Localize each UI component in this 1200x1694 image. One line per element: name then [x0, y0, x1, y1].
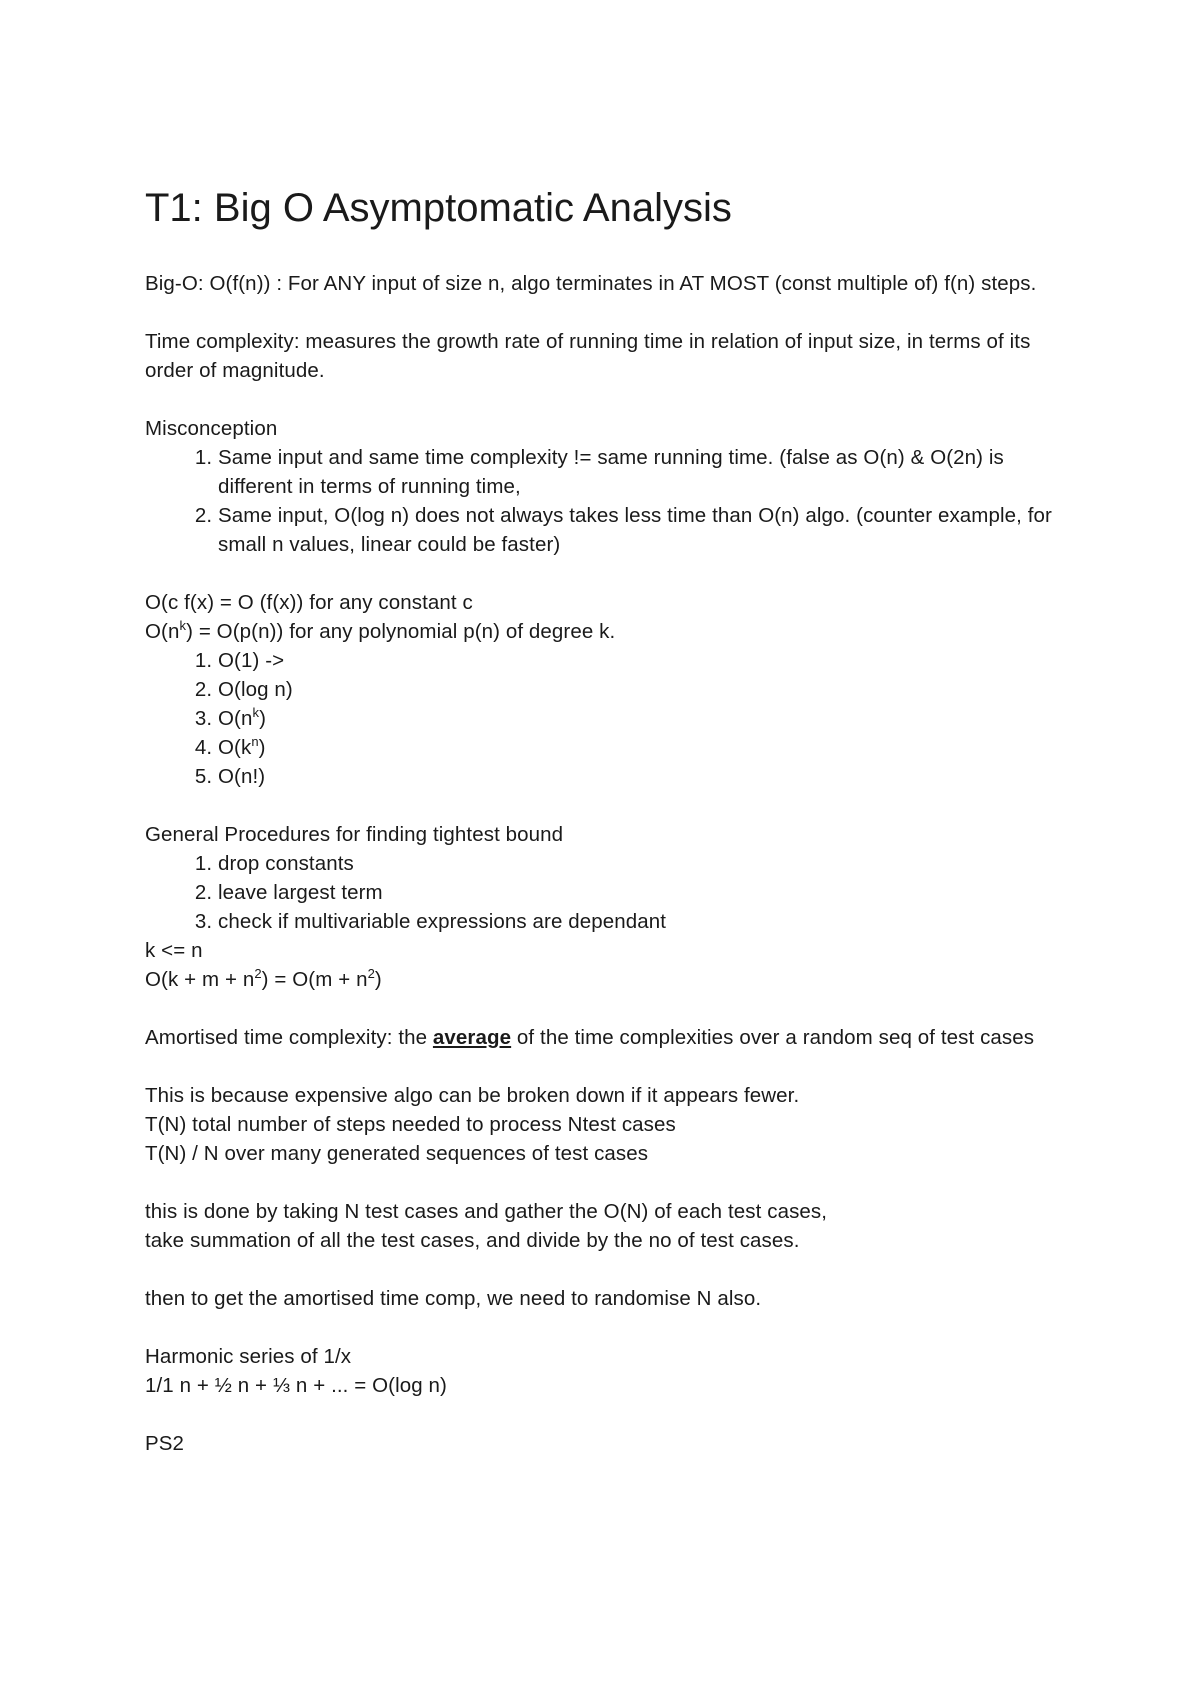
list-item: 1. drop constants	[218, 849, 1065, 878]
misconception-list	[145, 443, 1065, 559]
time-complexity-definition: Time complexity: measures the growth rate of running time in relation of input size, in terms of its order of magnitude.	[145, 330, 1031, 382]
polynomial-rule: $O(n^k) = O(p(n))$ for any polynomial p(n) of degree k.	[145, 618, 616, 643]
spacer	[145, 791, 1065, 820]
harmonic-heading: Harmonic series of 1/x	[145, 1345, 352, 1368]
harmonic-formula: 1/1 n + ½ n + ⅓ n + ... = O(log n)	[145, 1374, 447, 1397]
emphasis-average: average	[432, 1026, 512, 1049]
list-item: 2. Same input, O(log n) does not always takes less time than O(n) algo. (counter example, for small n values, linear could be faster)	[218, 501, 1065, 559]
spacer	[145, 1168, 1065, 1197]
spacer	[145, 1052, 1065, 1081]
list-item: 2. O(log n)	[218, 675, 1065, 704]
list-item: 2. leave largest term	[218, 878, 1065, 907]
spacer	[145, 298, 1065, 327]
procedures-heading: General Procedures for finding tightest bound	[145, 823, 564, 846]
spacer	[145, 1313, 1065, 1342]
bigo-definition: Big-O: O(f(n)) : For ANY input of size n, algo terminates in AT MOST (const multiple of) f(n) steps.	[145, 272, 1037, 295]
paragraph-line: this is done by taking N test cases and gather the O(N) of each test cases,	[145, 1200, 828, 1223]
amortised-definition: Amortised time complexity: the average of the time complexities over a random seq of test cases	[145, 1026, 1035, 1049]
misconception-heading: Misconception	[145, 417, 278, 440]
multivariable-example: $O(k + m + n^2) = O(m + n^2)$	[145, 966, 382, 991]
spacer	[145, 385, 1065, 414]
list-item: 3. $O(n^k)$	[218, 704, 1065, 733]
document-page	[145, 185, 1065, 1458]
paragraph-line: take summation of all the test cases, and divide by the no of test cases.	[145, 1229, 800, 1252]
list-item: 1. Same input and same time complexity != same running time. (false as O(n) & O(2n) is different in terms of running time,	[218, 443, 1065, 501]
constant-rule: O(c f(x) = O (f(x)) for any constant c	[145, 591, 473, 614]
spacer	[145, 1255, 1065, 1284]
list-item: 1. O(1) ->	[218, 646, 1065, 675]
list-item: 4. $O(k^n)$	[218, 733, 1065, 762]
page-title: T1: Big O Asymptomatic Analysis	[145, 186, 732, 230]
ps-label: PS2	[145, 1432, 185, 1455]
complexity-order-list	[145, 646, 1065, 791]
spacer	[145, 559, 1065, 588]
spacer	[145, 1400, 1065, 1429]
procedures-list	[145, 849, 1065, 936]
paragraph-line: then to get the amortised time comp, we need to randomise N also.	[145, 1287, 762, 1310]
list-item: 3. check if multivariable expressions are dependant	[218, 907, 1065, 936]
list-item: 5. O(n!)	[218, 762, 1065, 791]
k-constraint: k <= n	[145, 939, 203, 962]
paragraph-line: T(N) / N over many generated sequences of test cases	[145, 1142, 649, 1165]
spacer	[145, 994, 1065, 1023]
paragraph-line: T(N) total number of steps needed to process Ntest cases	[145, 1113, 676, 1136]
paragraph-line: This is because expensive algo can be broken down if it appears fewer.	[145, 1084, 800, 1107]
